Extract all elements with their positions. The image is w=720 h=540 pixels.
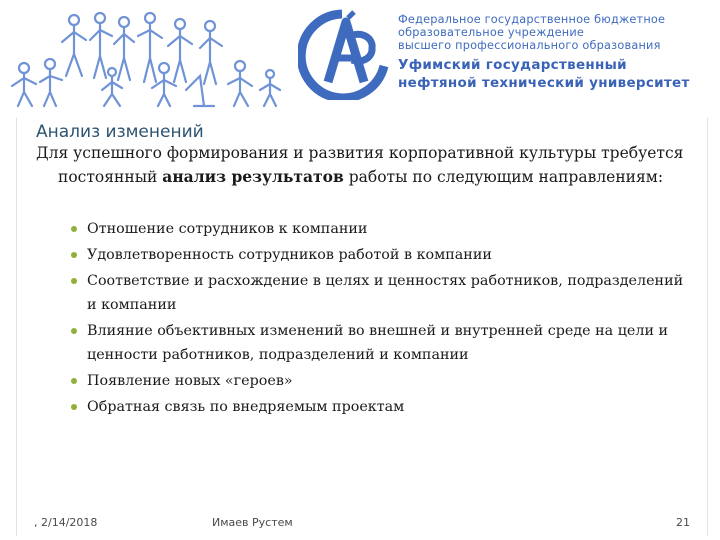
intro-bold-phrase: анализ результатов (162, 167, 344, 186)
bullet-text: Влияние объективных изменений во внешней и внутренней среде на цели и ценности работников, подразделений и компании (87, 323, 669, 363)
intro-text-end: работы по следующим направлениям: (343, 168, 664, 186)
bullet-dot-icon (71, 378, 77, 384)
bullet-dot-icon (71, 278, 77, 284)
bullet-dot-icon (71, 328, 77, 334)
intro-text-start: Для успешного формирования и развития корпоративной культуры требуется постоянный (36, 144, 684, 186)
bullet-item (68, 217, 688, 241)
intro-paragraph (36, 142, 698, 189)
bullet-item (68, 243, 688, 267)
org-line-2: образовательное учреждение (398, 26, 585, 39)
header (0, 0, 720, 118)
bullet-text: Отношение сотрудников к компании (87, 221, 368, 237)
bullet-text: Соответствие и расхождение в целях и ценностях работников, подразделений и компании (87, 273, 684, 313)
bullet-text: Появление новых «героев» (87, 373, 293, 389)
slide-title: Анализ изменений (36, 122, 204, 142)
university-logo (298, 8, 394, 100)
footer-date: , 2/14/2018 (34, 516, 98, 529)
org-line-3: высшего профессионального образования (398, 39, 661, 52)
workers-illustration (4, 6, 290, 110)
university-name-line-2: нефтяной технический университет (398, 75, 690, 91)
university-name-line-1: Уфимский государственный (398, 57, 627, 73)
bullet-list (68, 217, 688, 421)
org-line-1: Федеральное государственное бюджетное (398, 13, 666, 26)
bullet-item (68, 369, 688, 393)
bullet-dot-icon (71, 226, 77, 232)
bullet-text: Обратная связь по внедряемым проектам (87, 399, 405, 415)
footer-author: Имаев Рустем (212, 516, 293, 529)
bullet-dot-icon (71, 404, 77, 410)
bullet-dot-icon (71, 252, 77, 258)
bullet-text: Удовлетворенность сотрудников работой в компании (87, 247, 492, 263)
bullet-item (68, 269, 688, 317)
footer-page-number: 21 (676, 516, 690, 529)
bullet-item (68, 319, 688, 367)
bullet-item (68, 395, 688, 419)
